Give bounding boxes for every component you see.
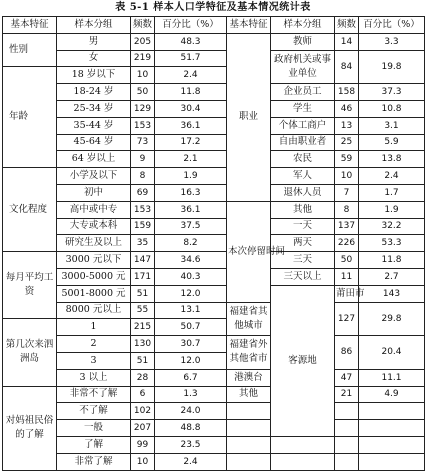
- table-caption: 表 5-1 样本人口学特征及基本情况统计表: [115, 2, 311, 13]
- percent-cell: 2.4: [359, 168, 425, 185]
- header-cell: 基本特征: [3, 17, 57, 34]
- group-cell: 小学及以下: [57, 168, 131, 185]
- demographics-table: [2, 16, 425, 471]
- group-cell: 教师: [271, 33, 335, 50]
- table-row: [3, 420, 425, 437]
- group-cell: 两天: [271, 235, 335, 252]
- percent-cell: 6.7: [155, 369, 227, 386]
- count-cell: 8: [335, 201, 359, 218]
- category-education: 文化程度: [3, 168, 57, 252]
- category-stay-time: 本次停留时间: [227, 201, 271, 302]
- header-cell: 频数: [131, 17, 155, 34]
- count-cell: 47: [335, 369, 359, 386]
- count-cell: 51: [131, 285, 155, 302]
- count-cell: 10: [131, 67, 155, 84]
- count-cell: 86: [335, 336, 359, 370]
- percent-cell: 11.1: [359, 369, 425, 386]
- table-row: [3, 184, 425, 201]
- percent-cell: 8.2: [155, 235, 227, 252]
- group-cell: 了解: [57, 436, 131, 453]
- empty-cell: [227, 403, 271, 420]
- group-cell: 自由职业者: [271, 134, 335, 151]
- group-cell: 退休人员: [271, 184, 335, 201]
- percent-cell: 23.5: [155, 436, 227, 453]
- group-cell: 个体工商户: [271, 117, 335, 134]
- header-row: [3, 17, 425, 34]
- percent-cell: 13.8: [359, 151, 425, 168]
- group-cell: 一天: [271, 218, 335, 235]
- percent-cell: 3.3: [359, 33, 425, 50]
- count-cell: 13: [335, 117, 359, 134]
- count-cell: 21: [335, 386, 359, 403]
- percent-cell: 11.8: [359, 252, 425, 269]
- count-cell: 69: [131, 184, 155, 201]
- count-cell: 127: [335, 302, 359, 336]
- percent-cell: 30.7: [155, 336, 227, 353]
- percent-cell: 12.0: [155, 285, 227, 302]
- header-cell: 百分比（%）: [359, 17, 425, 34]
- header-cell: 频数: [335, 17, 359, 34]
- count-cell: 25: [335, 134, 359, 151]
- table-row: [3, 151, 425, 168]
- count-cell: 137: [335, 218, 359, 235]
- count-cell: 129: [131, 100, 155, 117]
- percent-cell: 2.4: [155, 67, 227, 84]
- percent-cell: 36.1: [155, 201, 227, 218]
- count-cell: 51: [131, 352, 155, 369]
- empty-cell: [359, 453, 425, 470]
- count-cell: 35: [131, 235, 155, 252]
- count-cell: 50: [131, 84, 155, 101]
- empty-cell: [227, 436, 271, 453]
- count-cell: 46: [335, 100, 359, 117]
- group-cell: 18 岁以下: [57, 67, 131, 84]
- group-cell: 8000 元以上: [57, 302, 131, 319]
- group-cell: 福建省其他城市: [227, 302, 271, 336]
- group-cell: 64 岁以上: [57, 151, 131, 168]
- percent-cell: 16.3: [155, 184, 227, 201]
- group-cell: 初中: [57, 184, 131, 201]
- count-cell: 158: [335, 84, 359, 101]
- empty-cell: [359, 420, 425, 437]
- empty-cell: [271, 453, 335, 470]
- table-row: [3, 336, 425, 353]
- percent-cell: 36.1: [155, 117, 227, 134]
- group-cell: 大专或本科: [57, 218, 131, 235]
- category-origin: 客源地: [271, 285, 335, 436]
- count-cell: 171: [131, 268, 155, 285]
- group-cell: 三天以上: [271, 268, 335, 285]
- percent-cell: 12.0: [155, 352, 227, 369]
- percent-cell: 17.2: [155, 134, 227, 151]
- count-cell: 59: [335, 151, 359, 168]
- empty-cell: [227, 420, 271, 437]
- table-row: [3, 436, 425, 453]
- table-row: [3, 218, 425, 235]
- count-cell: 130: [131, 336, 155, 353]
- count-cell: 226: [335, 235, 359, 252]
- percent-cell: 11.8: [155, 84, 227, 101]
- header-cell: 样本分组: [57, 17, 131, 34]
- count-cell: 207: [131, 420, 155, 437]
- percent-cell: 37.3: [359, 84, 425, 101]
- empty-cell: [271, 436, 335, 453]
- group-cell: 3 以上: [57, 369, 131, 386]
- table-row: [3, 386, 425, 403]
- group-cell: 农民: [271, 151, 335, 168]
- table-row: [3, 453, 425, 470]
- header-cell: 百分比（%）: [155, 17, 227, 34]
- percent-cell: 20.4: [359, 336, 425, 370]
- count-cell: 10: [131, 453, 155, 470]
- percent-cell: 53.3: [359, 235, 425, 252]
- percent-cell: 32.2: [359, 218, 425, 235]
- category-custom-knowledge: 对妈祖民俗的了解: [3, 386, 57, 470]
- count-cell: 102: [131, 403, 155, 420]
- count-cell: 205: [131, 33, 155, 50]
- table-row: [3, 134, 425, 151]
- count-cell: 143: [359, 285, 425, 302]
- empty-cell: [335, 420, 359, 437]
- group-cell: 3000 元以下: [57, 252, 131, 269]
- group-cell: 三天: [271, 252, 335, 269]
- group-cell: 25-34 岁: [57, 100, 131, 117]
- percent-cell: 1.7: [359, 184, 425, 201]
- percent-cell: 48.3: [155, 33, 227, 50]
- percent-cell: 10.8: [359, 100, 425, 117]
- percent-cell: 4.9: [359, 386, 425, 403]
- group-cell: 男: [57, 33, 131, 50]
- count-cell: 153: [131, 201, 155, 218]
- percent-cell: 29.8: [359, 302, 425, 336]
- table-row: [3, 252, 425, 269]
- table-row: [3, 84, 425, 101]
- count-cell: 73: [131, 134, 155, 151]
- group-cell: 政府机关或事业单位: [271, 50, 335, 84]
- percent-cell: 24.0: [155, 403, 227, 420]
- empty-cell: [359, 436, 425, 453]
- empty-cell: [335, 436, 359, 453]
- header-cell: 基本特征: [227, 17, 271, 34]
- category-occupation: 职业: [227, 33, 271, 201]
- group-cell: 35-44 岁: [57, 117, 131, 134]
- percent-cell: 48.8: [155, 420, 227, 437]
- table-row: [3, 168, 425, 185]
- group-cell: 女: [57, 50, 131, 67]
- table-row: [3, 268, 425, 285]
- group-cell: 3: [57, 352, 131, 369]
- table-row: [3, 369, 425, 386]
- table-row: [3, 285, 425, 302]
- percent-cell: 50.7: [155, 319, 227, 336]
- percent-cell: 2.1: [155, 151, 227, 168]
- percent-cell: 37.5: [155, 218, 227, 235]
- group-cell: 其他: [271, 201, 335, 218]
- count-cell: 8: [131, 168, 155, 185]
- table-row: [3, 302, 425, 319]
- category-age: 年龄: [3, 67, 57, 168]
- count-cell: 7: [335, 184, 359, 201]
- count-cell: 84: [335, 50, 359, 84]
- count-cell: 6: [131, 386, 155, 403]
- group-cell: 2: [57, 336, 131, 353]
- group-cell: 莆田市: [335, 285, 359, 302]
- empty-cell: [359, 403, 425, 420]
- percent-cell: 30.4: [155, 100, 227, 117]
- count-cell: 28: [131, 369, 155, 386]
- group-cell: 军人: [271, 168, 335, 185]
- header-cell: 样本分组: [271, 17, 335, 34]
- group-cell: 研究生及以上: [57, 235, 131, 252]
- percent-cell: 2.7: [359, 268, 425, 285]
- percent-cell: 34.6: [155, 252, 227, 269]
- count-cell: 147: [131, 252, 155, 269]
- percent-cell: 1.9: [155, 168, 227, 185]
- category-visits: 第几次来泗洲岛: [3, 319, 57, 386]
- group-cell: 18-24 岁: [57, 84, 131, 101]
- count-cell: 55: [131, 302, 155, 319]
- count-cell: 9: [131, 151, 155, 168]
- count-cell: 159: [131, 218, 155, 235]
- group-cell: 5001-8000 元: [57, 285, 131, 302]
- group-cell: 学生: [271, 100, 335, 117]
- empty-cell: [335, 453, 359, 470]
- group-cell: 港澳台: [227, 369, 271, 386]
- table-row: [3, 201, 425, 218]
- count-cell: 99: [131, 436, 155, 453]
- count-cell: 11: [335, 268, 359, 285]
- empty-cell: [227, 453, 271, 470]
- table-row: [3, 235, 425, 252]
- count-cell: 219: [131, 50, 155, 67]
- count-cell: 14: [335, 33, 359, 50]
- group-cell: 非常了解: [57, 453, 131, 470]
- group-cell: 福建省外其他省市: [227, 336, 271, 370]
- group-cell: 企业员工: [271, 84, 335, 101]
- group-cell: 其他: [227, 386, 271, 403]
- table-row: [3, 33, 425, 50]
- table-row: [3, 403, 425, 420]
- count-cell: 153: [131, 117, 155, 134]
- percent-cell: 19.8: [359, 50, 425, 84]
- count-cell: 10: [335, 168, 359, 185]
- group-cell: 45-64 岁: [57, 134, 131, 151]
- percent-cell: 13.1: [155, 302, 227, 319]
- group-cell: 3000-5000 元: [57, 268, 131, 285]
- table-row: [3, 117, 425, 134]
- group-cell: 不了解: [57, 403, 131, 420]
- count-cell: 215: [131, 319, 155, 336]
- percent-cell: 5.9: [359, 134, 425, 151]
- table-row: [3, 50, 425, 67]
- percent-cell: 1.3: [155, 386, 227, 403]
- group-cell: 非常不了解: [57, 386, 131, 403]
- count-cell: 50: [335, 252, 359, 269]
- group-cell: 1: [57, 319, 131, 336]
- percent-cell: 40.3: [155, 268, 227, 285]
- group-cell: 高中或中专: [57, 201, 131, 218]
- category-gender: 性别: [3, 33, 57, 67]
- category-income: 每月平均工资: [3, 252, 57, 319]
- percent-cell: 3.1: [359, 117, 425, 134]
- group-cell: 一般: [57, 420, 131, 437]
- percent-cell: 2.4: [155, 453, 227, 470]
- empty-cell: [335, 403, 359, 420]
- percent-cell: 1.9: [359, 201, 425, 218]
- percent-cell: 51.7: [155, 50, 227, 67]
- table-row: [3, 100, 425, 117]
